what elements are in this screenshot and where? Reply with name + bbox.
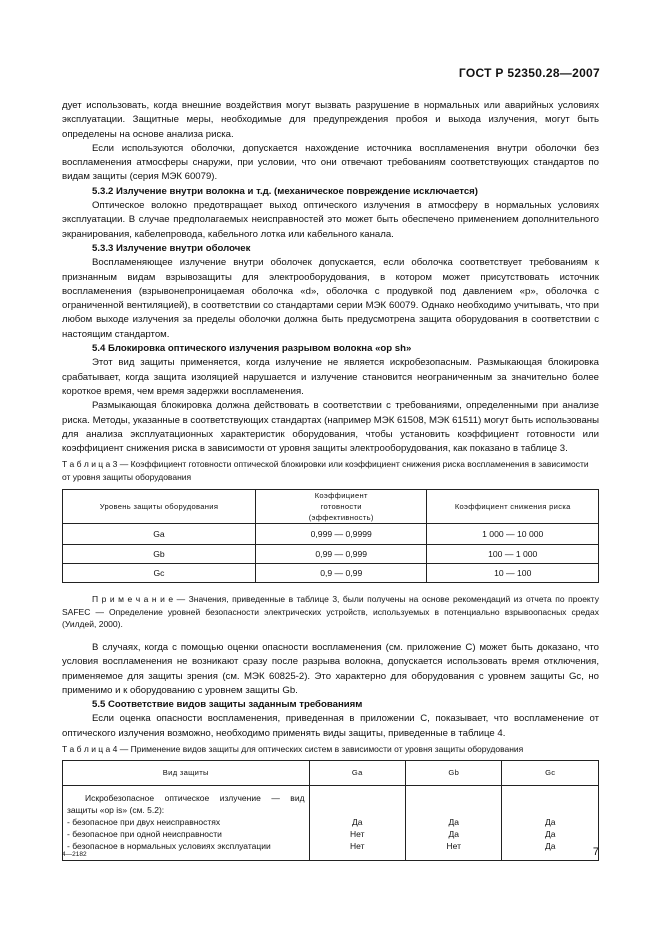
paragraph: дует использовать, когда внешние воздействия могут вызвать разрушение в нормальных или аварийных условиях эксплуатации. Защитные меры, необходимые для предупреждения пробоя и выхода излучения, могут быть определены на основе анализа риска. bbox=[62, 100, 599, 140]
list-item: - безопасное при одной неисправности bbox=[67, 829, 222, 840]
table-row bbox=[63, 564, 599, 583]
table-cell: Да bbox=[448, 828, 459, 839]
table-4-caption-text: — Применение видов защиты для оптических систем в зависимости от уровня защиты оборудования bbox=[117, 744, 524, 754]
table-cell: Нет bbox=[350, 828, 365, 839]
table-row bbox=[63, 524, 599, 545]
table-cell: 1 000 — 10 000 bbox=[427, 524, 599, 545]
table-cell: Gb bbox=[63, 545, 256, 564]
table-4-header: Ga bbox=[309, 760, 405, 785]
page-number: 7 bbox=[592, 846, 599, 858]
page-body bbox=[62, 99, 599, 861]
note-prefix: П р и м е ч а н и е bbox=[92, 594, 174, 605]
table-cell: 0,9 — 0,99 bbox=[255, 564, 427, 583]
paragraph: В случаях, когда с помощью оценки опасности воспламенения (см. приложение С) может быть доказано, что условия воспламенения не возникают сразу после разрыва волокна, допускается использовать время отключения, применяемое для защиты зрения (см. МЭК 60825-2). Это характерно для оборудования с уровнем защиты Gc, но применимо и к оборудованию с уровнем защиты Gb. bbox=[62, 641, 599, 696]
table-cell: 100 — 1 000 bbox=[427, 545, 599, 564]
table-cell: Нет bbox=[350, 840, 365, 851]
table-cell: Ga bbox=[63, 524, 256, 545]
table-row bbox=[63, 785, 599, 860]
table-3-caption-text: — Коэффициент готовности оптической блокировки или коэффициент снижения риска воспламенения в зависимости от уровня защиты оборудования bbox=[62, 459, 589, 482]
table-cell: Да bbox=[545, 840, 556, 851]
table-cell: 0,99 — 0,999 bbox=[255, 545, 427, 564]
table-3-header: Коэффициент готовности (эффективность) bbox=[255, 490, 427, 524]
table-cell: Да bbox=[352, 816, 363, 827]
print-code: 4—2182 bbox=[62, 851, 87, 858]
table-3-header: Коэффициент снижения риска bbox=[427, 490, 599, 524]
table-4-lead: Искробезопасное оптическое излучение — вид защиты «op is» (см. 5.2): bbox=[67, 792, 305, 815]
section-heading-5-5: 5.5 Соответствие видов защиты заданным требованиям bbox=[92, 699, 363, 711]
table-3 bbox=[62, 489, 599, 583]
paragraph: Если оценка опасности воспламенения, приведенная в приложении С, показывает, что воспламенение от оптического излучения возможно, необходимо применять виды защиты, приведенные в таблице 4. bbox=[62, 713, 599, 739]
table-cell: Нет bbox=[446, 840, 461, 851]
table-cell: 10 — 100 bbox=[427, 564, 599, 583]
table-cell: Да bbox=[448, 816, 459, 827]
paragraph: Воспламеняющее излучение внутри оболочек допускается, если оболочка соответствует требованиям к признанным видам взрывозащиты для электрооборудования, в котором может присутствовать источник воспламенения (взрывонепроницаемая оболочка «d», оболочка с продувкой под давлением «p», оболочка с ограниченной вентиляцией), в соответствии со стандартами серии МЭК 60079. Однако необходимо учитывать, что при любом выходе излучения за пределы оболочки должна быть предусмотрена защита оборудования в соответствии с настоящим стандартом. bbox=[62, 257, 599, 340]
table-row bbox=[63, 545, 599, 564]
table-4 bbox=[62, 760, 599, 861]
paragraph: Если используются оболочки, допускается нахождение источника воспламенения внутри оболочки без воспламенения атмосферы снаружи, при условии, что они отвечают требованиям соответствующих стандартов по видам защиты (серия МЭК 60079). bbox=[62, 142, 599, 183]
table-4-header: Вид защиты bbox=[63, 760, 310, 785]
paragraph: Оптическое волокно предотвращает выход оптического излучения в атмосферу в нормальных условиях эксплуатации. В случае предполагаемых неисправностей это может быть обеспечено применением дополнительного экранирования, кабелепровода, кабельного лотка или кабельного канала. bbox=[62, 200, 599, 240]
section-heading-5-4: 5.4 Блокировка оптического излучения разрывом волокна «op sh» bbox=[92, 343, 412, 355]
table-3-caption-prefix: Т а б л и ц а 3 bbox=[62, 459, 118, 470]
table-cell: Да bbox=[545, 816, 556, 827]
table-4-header: Gc bbox=[502, 760, 599, 785]
paragraph: Размыкающая блокировка должна действовать в соответствии с требованиями, определенными при анализе риска. Методы, указанные в соответствующих стандартах (например МЭК 61508, МЭК 61511) могут быть использованы для анализа эксплуатационных характеристик оборудования, чтобы установить коэффициент готовности или коэффициент снижения риска в зависимости от уровня защиты электрооборудования, как показано в таблице 3. bbox=[62, 400, 599, 455]
paragraph: Этот вид защиты применяется, когда излучение не является искробезопасным. Размыкающая блокировка срабатывает, когда защита изоляцией нарушается и излучение становится неограниченным за значительно более короткое время, чем время задержки воспламенения. bbox=[62, 357, 599, 397]
table-4-caption-prefix: Т а б л и ц а 4 bbox=[62, 744, 118, 754]
table-4-header: Gb bbox=[406, 760, 502, 785]
section-heading-5-3-2: 5.3.2 Излучение внутри волокна и т.д. (механическое повреждение исключается) bbox=[92, 185, 478, 197]
page-header: ГОСТ Р 52350.28—2007 bbox=[458, 66, 600, 80]
note-text: — Значения, приведенные в таблице 3, были получены на основе рекомендаций из отчета по проекту SAFEC — Определение уровней безопасности электрических устройств, используемых в потенциально взрывоопасных средах (Уилдей, 2000). bbox=[62, 594, 599, 630]
section-heading-5-3-3: 5.3.3 Излучение внутри оболочек bbox=[92, 242, 251, 254]
table-3-caption bbox=[62, 458, 599, 483]
table-cell: Gc bbox=[63, 564, 256, 583]
table-cell: Да bbox=[545, 828, 556, 839]
list-item: - безопасное при двух неисправностях bbox=[67, 816, 221, 827]
table-3-header: Уровень защиты оборудования bbox=[63, 490, 256, 524]
list-item: - безопасное в нормальных условиях эксплуатации bbox=[67, 841, 271, 852]
table-4-caption bbox=[62, 743, 599, 756]
table-cell: 0,999 — 0,9999 bbox=[255, 524, 427, 545]
table-3-note bbox=[62, 593, 599, 631]
